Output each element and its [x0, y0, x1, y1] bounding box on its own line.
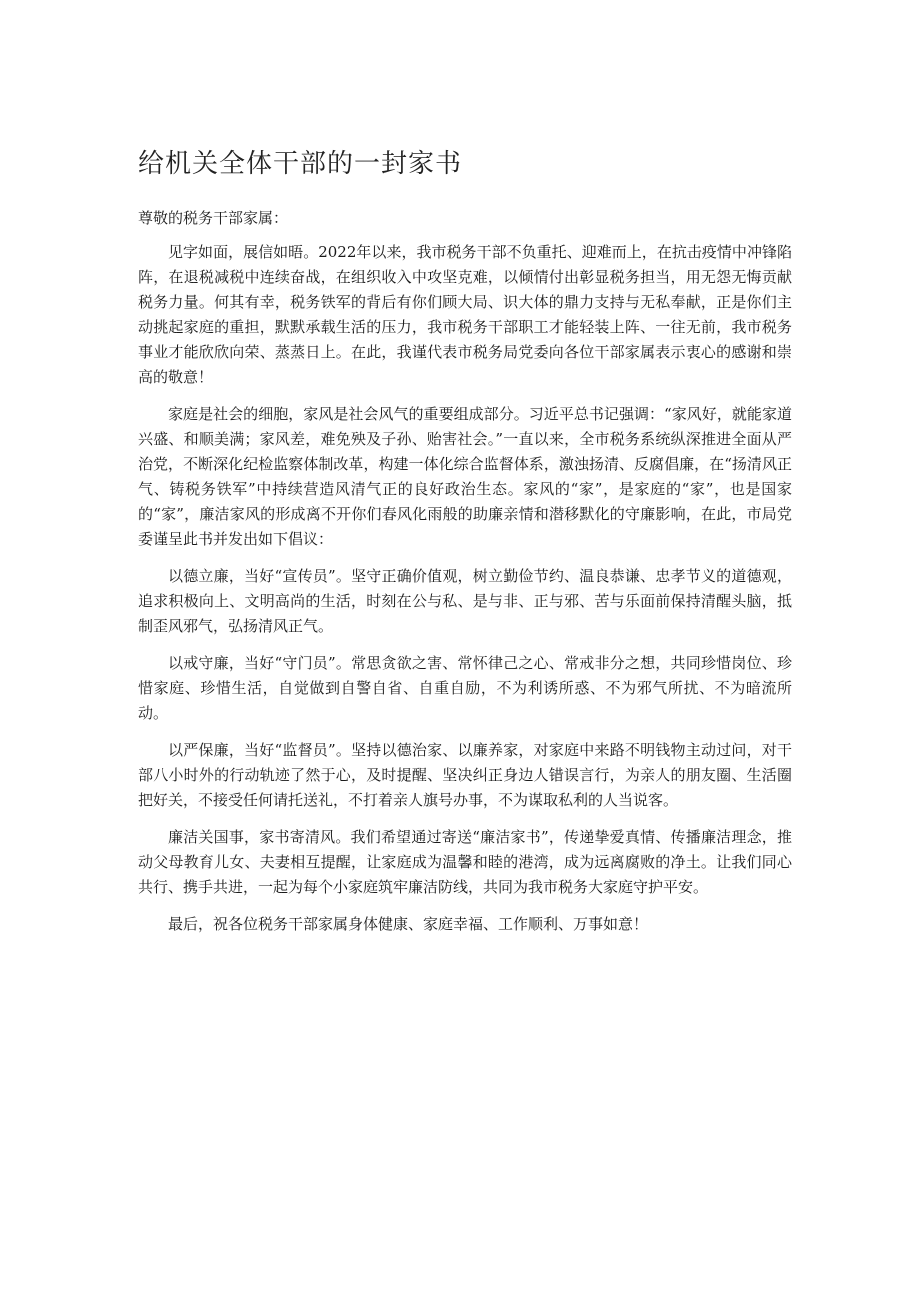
letter-page [138, 146, 792, 949]
paragraph-supervisor: 以严保廉，当好“监督员”。坚持以德治家、以廉养家，对家庭中来路不明钱物主动过问，对干部八小时外的行动轨迹了然于心，及时提醒、坚决纠正身边人错误言行，为亲人的朋友圈、生活圈把好关，不接受任何请托送礼，不打着亲人旗号办事，不为谋取私利的人当说客。 [138, 741, 792, 809]
paragraph-family-style: 家庭是社会的细胞，家风是社会风气的重要组成部分。习近平总书记强调：“家风好，就能家道兴盛、和顺美满；家风差，难免殃及子孙、贻害社会。”一直以来，全市税务系统纵深推进全面从严治党，不断深化纪检监察体制改革，构建一体化综合监督体系，激浊扬清、反腐倡廉，在“扬清风正气、铸税务铁军”中持续营造风清气正的良好政治生态。家风的“家”，是家庭的“家”，也是国家的“家”，廉洁家风的形成离不开你们春风化雨般的助廉亲情和潜移默化的守廉影响，在此，市局党委谨呈此书并发出如下倡议： [138, 405, 792, 548]
paragraph-closing-wishes: 最后，祝各位税务干部家属身体健康、家庭幸福、工作顺利、万事如意！ [168, 915, 649, 933]
salutation: 尊敬的税务干部家属： [138, 209, 289, 227]
paragraph-propagandist: 以德立廉，当好“宣传员”。坚守正确价值观，树立勤俭节约、温良恭谦、忠孝节义的道德观，追求积极向上、文明高尚的生活，时刻在公与私、是与非、正与邪、苦与乐面前保持清醒头脑，抵制歪风邪气，弘扬清风正气。 [138, 567, 792, 635]
paragraph-opening: 见字如面，展信如晤。2022年以来，我市税务干部不负重托、迎难而上，在抗击疫情中冲锋陷阵，在退税减税中连续奋战，在组织收入中攻坚克难，以倾情付出彰显税务担当，用无怨无悔贡献税务力量。何其有幸，税务铁军的背后有你们顾大局、识大体的鼎力支持与无私奉献，正是你们主动挑起家庭的重担，默默承载生活的压力，我市税务干部职工才能轻装上阵、一往无前，我市税务事业才能欣欣向荣、蒸蒸日上。在此，我谨代表市税务局党委向各位干部家属表示衷心的感谢和崇高的敬意！ [138, 243, 792, 386]
paragraph-clean-letter: 廉洁关国事，家书寄清风。我们希望通过寄送“廉洁家书”，传递挚爱真情、传播廉洁理念，推动父母教育儿女、夫妻相互提醒，让家庭成为温馨和睦的港湾，成为远离腐败的净土。让我们同心共行、携手共进，一起为每个小家庭筑牢廉洁防线，共同为我市税务大家庭守护平安。 [138, 828, 792, 896]
paragraph-gatekeeper: 以戒守廉，当好“守门员”。常思贪欲之害、常怀律己之心、常戒非分之想，共同珍惜岗位、珍惜家庭、珍惜生活，自觉做到自警自省、自重自励，不为利诱所惑、不为邪气所扰、不为暗流所动。 [138, 654, 792, 722]
page-title: 给机关全体干部的一封家书 [138, 149, 463, 179]
